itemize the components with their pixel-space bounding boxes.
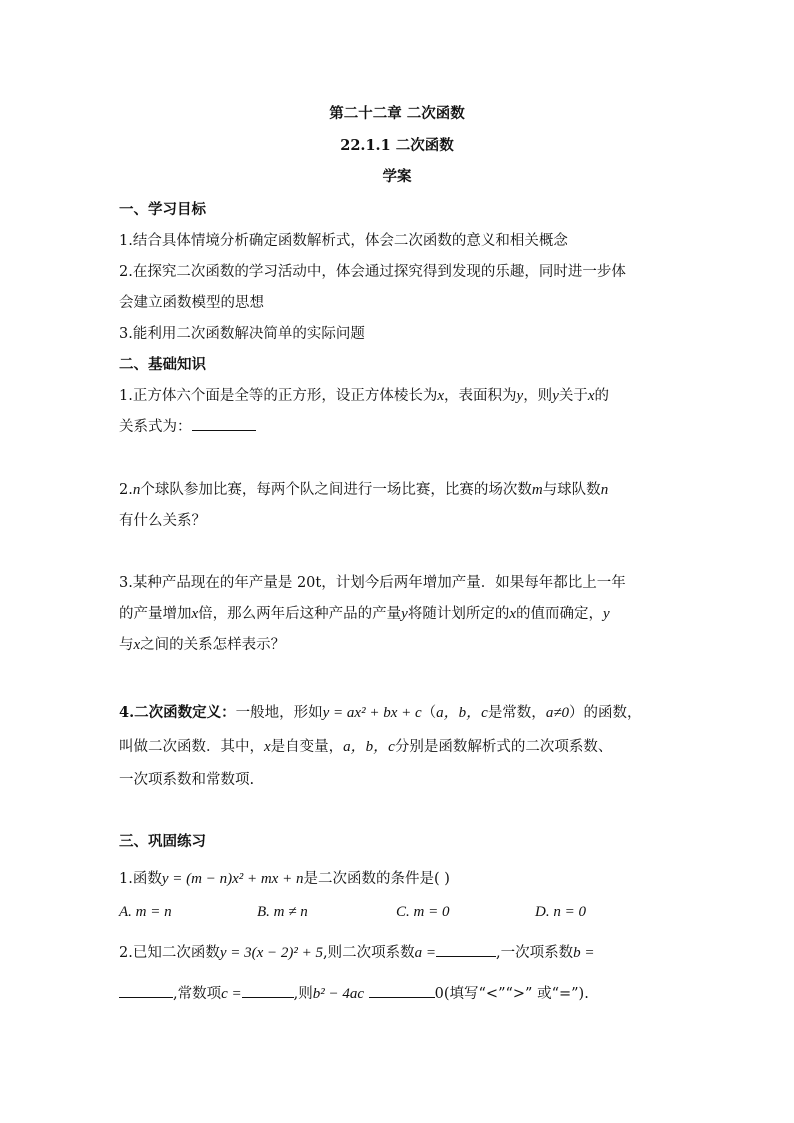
option-c[interactable]: C. m = 0 — [396, 904, 450, 920]
question-3-line-3: 与x之间的关系怎样表示？ — [119, 637, 286, 653]
blank-b[interactable] — [119, 983, 173, 998]
option-a[interactable]: A. m = n — [119, 904, 172, 920]
blank-c[interactable] — [242, 983, 294, 998]
goal-3: 3.能利用二次函数解决简单的实际问题 — [119, 326, 365, 342]
goal-2-line-2: 会建立函数模型的思想 — [119, 295, 264, 311]
practice-2-line-1: 2.已知二次函数y = 3(x − 2)² + 5,则二次项系数a = ,一次项系数b = — [119, 941, 594, 962]
answer-blank[interactable] — [192, 416, 256, 431]
chapter-title: 第二十二章 二次函数 — [329, 105, 465, 122]
section-title: 22.1.1 二次函数 — [340, 137, 454, 154]
practice-2-line-2: ,常数项c = ,则b² − 4ac 0(填写“<”“>” 或“=”). — [119, 982, 589, 1003]
definition-line-1: 4.二次函数定义：一般地，形如y = ax² + bx + c（a，b，c是常数，a≠0）的函数， — [119, 704, 642, 721]
goal-1: 1.结合具体情境分析确定函数解析式，体会二次函数的意义和相关概念 — [119, 233, 568, 249]
question-1-line-2: 关系式为： — [119, 415, 256, 436]
blank-a[interactable] — [436, 942, 496, 957]
option-d[interactable]: D. n = 0 — [535, 904, 586, 920]
question-2-line-2: 有什么关系？ — [119, 513, 206, 529]
question-2-line-1: 2.n个球队参加比赛，每两个队之间进行一场比赛，比赛的场次数m与球队数n — [119, 482, 609, 498]
blank-compare[interactable] — [369, 983, 435, 998]
question-3-line-1: 3.某种产品现在的年产量是 20t，计划今后两年增加产量．如果每年都比上一年 — [119, 575, 626, 591]
goal-2-line-1: 2.在探究二次函数的学习活动中，体会通过探究得到发现的乐趣，同时进一步体 — [119, 264, 626, 280]
definition-line-3: 一次项系数和常数项. — [119, 772, 255, 788]
question-3-line-2: 的产量增加x倍，那么两年后这种产品的产量y将随计划所定的x的值而确定，y — [119, 606, 610, 622]
basics-heading: 二、基础知识 — [119, 356, 206, 373]
definition-line-2: 叫做二次函数．其中，x是自变量，a，b，c分别是函数解析式的二次项系数、 — [119, 739, 613, 755]
practice-1-question: 1.函数y = (m − n)x² + mx + n是二次函数的条件是( ) — [119, 871, 450, 887]
option-b[interactable]: B. m ≠ n — [257, 904, 308, 920]
question-1-line-1: 1.正方体六个面是全等的正方形，设正方体棱长为x，表面积为y，则y关于x的 — [119, 388, 610, 404]
goals-heading: 一、学习目标 — [119, 201, 206, 218]
page-subtitle: 学案 — [382, 168, 412, 185]
practice-heading: 三、巩固练习 — [119, 833, 206, 850]
